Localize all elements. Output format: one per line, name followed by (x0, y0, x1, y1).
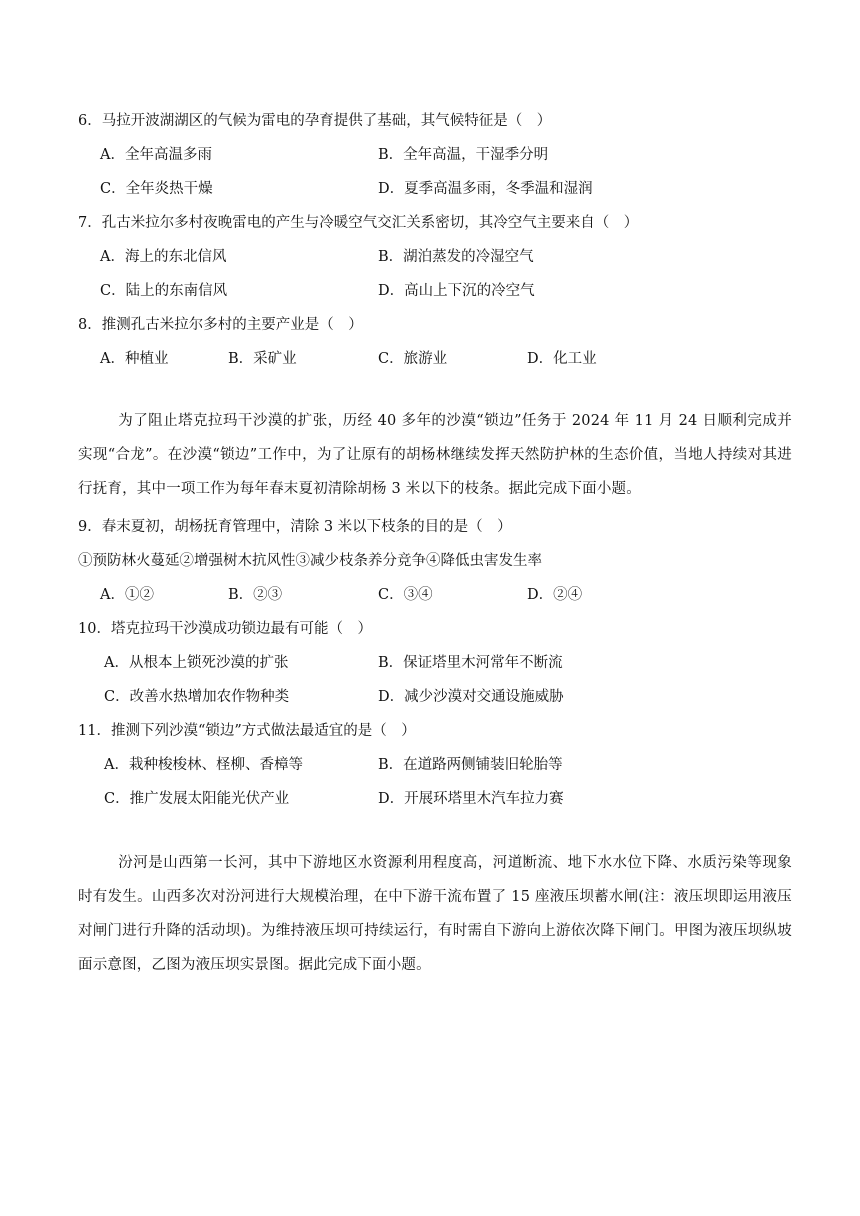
question-7-stem: 7．孔古米拉尔多村夜晚雷电的产生与冷暖空气交汇关系密切，其冷空气主要来自（ ） (78, 215, 639, 231)
question-8-option-a: A．种植业 (100, 351, 169, 367)
question-9-option-c: C．③④ (378, 587, 433, 603)
question-6-option-c: C．全年炎热干燥 (100, 181, 213, 197)
question-7-option-a: A．海上的东北信风 (100, 249, 227, 265)
passage-2-text: 汾河是山西第一长河，其中下游地区水资源利用程度高，河道断流、地下水水位下降、水质污染等现象时有发生。山西多次对汾河进行大规模治理，在中下游干流布置了 15 座液压坝蓄水闸(注：液压坝即运用液压对闸门进行升降的活动坝)。为维持液压坝可持续运行，有时需自下游向上游依次降下闸门。甲图为液压坝纵坡面示意图，乙图为液压坝实景图。据此完成下面小题。 (78, 855, 792, 973)
question-7-option-d: D．高山上下沉的冷空气 (378, 283, 535, 299)
question-11-option-a: A．栽种梭梭林、柽柳、香樟等 (104, 757, 303, 773)
question-11-option-d: D．开展环塔里木汽车拉力赛 (378, 791, 564, 807)
question-11-stem: 11．推测下列沙漠“锁边”方式做法最适宜的是（ ） (78, 723, 416, 739)
question-9-option-d: D．②④ (527, 587, 583, 603)
question-10-option-c: C．改善水热增加农作物种类 (104, 689, 290, 705)
question-6-option-b: B．全年高温，干湿季分明 (378, 147, 549, 163)
question-8-option-d: D．化工业 (527, 351, 597, 367)
question-6-stem: 6．马拉开波湖湖区的气候为雷电的孕育提供了基础，其气候特征是（ ） (78, 113, 552, 129)
passage-1-text: 为了阻止塔克拉玛干沙漠的扩张，历经 40 多年的沙漠“锁边”任务于 2024 年 11 月 24 日顺利完成并实现“合龙”。在沙漠“锁边”工作中，为了让原有的胡杨林继续发挥天然防护林的生态价值，当地人持续对其进行抚育，其中一项工作为每年春末夏初清除胡杨 3 米以下的枝条。据此完成下面小题。 (78, 413, 792, 497)
question-10-option-b: B．保证塔里木河常年不断流 (378, 655, 563, 671)
question-8-stem: 8．推测孔古米拉尔多村的主要产业是（ ） (78, 317, 363, 333)
question-7-option-c: C．陆上的东南信风 (100, 283, 228, 299)
question-6-option-a: A．全年高温多雨 (100, 147, 212, 163)
passage-desert-lock-edge (78, 404, 792, 506)
question-7-option-b: B．湖泊蒸发的冷湿空气 (378, 249, 534, 265)
question-9-option-a: A．①② (100, 587, 154, 603)
question-10-stem: 10．塔克拉玛干沙漠成功锁边最有可能（ ） (78, 621, 372, 637)
question-6-option-d: D．夏季高温多雨，冬季温和湿润 (378, 181, 593, 197)
question-11-option-b: B．在道路两侧铺装旧轮胎等 (378, 757, 563, 773)
question-9-stem: 9．春末夏初，胡杨抚育管理中，清除 3 米以下枝条的目的是（ ） (78, 519, 512, 535)
question-8-option-b: B．采矿业 (228, 351, 297, 367)
question-10-option-a: A．从根本上锁死沙漠的扩张 (104, 655, 289, 671)
passage-fen-river (78, 846, 792, 982)
question-11-option-c: C．推广发展太阳能光伏产业 (104, 791, 290, 807)
question-9-option-b: B．②③ (228, 587, 283, 603)
question-9-items: ①预防林火蔓延②增强树木抗风性③减少枝条养分竞争④降低虫害发生率 (78, 553, 542, 569)
question-8-option-c: C．旅游业 (378, 351, 448, 367)
question-10-option-d: D．减少沙漠对交通设施威胁 (378, 689, 564, 705)
